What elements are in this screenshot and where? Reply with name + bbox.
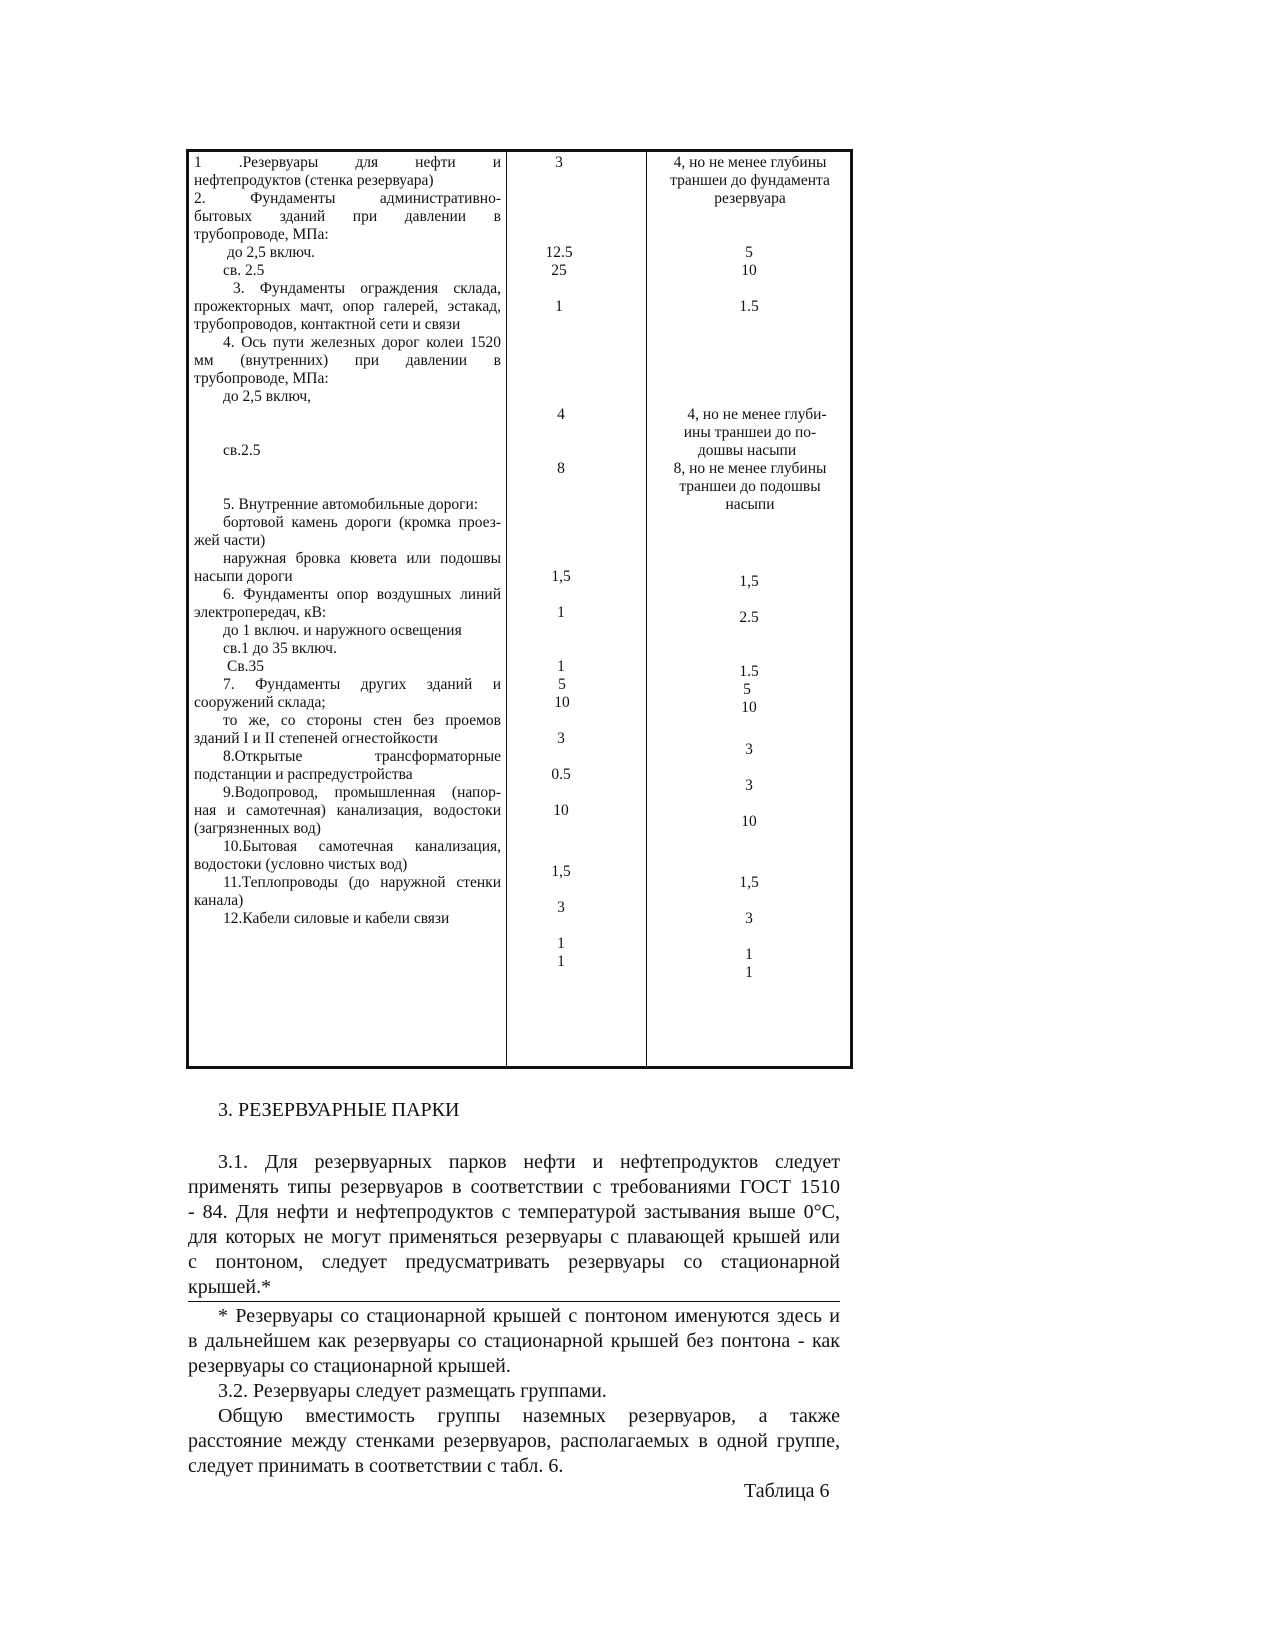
table-cell: подстанции и распредустройства (194, 766, 413, 783)
paragraph-line: применять типы резервуаров в соответствии с требованиями ГОСТ 1510 (188, 1176, 840, 1198)
footnote-line: * Резервуары со стационарной крышей с понтоном именуются здесь и (218, 1305, 840, 1327)
table-cell: 4 (557, 406, 565, 423)
table-cell: трубопроводе, МПа: (194, 226, 329, 243)
paragraph-line: для которых не могут применяться резервуары с плавающей крышей или (188, 1226, 840, 1248)
table-cell: ная и самотечная) канализация, водостоки (194, 802, 501, 819)
table-cell: 3 (745, 741, 753, 758)
table-cell: 1 (557, 658, 565, 675)
table-cell: 4, но не менее глуби- (687, 406, 827, 423)
table-cell: наружная бровка кювета или подошвы (223, 550, 501, 567)
table-cell: водостоки (условно чистых вод) (194, 856, 408, 873)
table-cell: 10 (741, 262, 757, 279)
table-cell: 3. Фундаменты ограждения склада, (233, 280, 501, 297)
paragraph-line: - 84. Для нефти и нефтепродуктов с температурой застывания выше 0°С, (188, 1201, 840, 1223)
table-cell: дошвы насыпи (697, 442, 797, 459)
table-cell: св.2.5 (223, 442, 261, 459)
table-cell: 8, но не менее глубины (673, 460, 827, 477)
table-cell: до 2,5 включ. (227, 244, 316, 261)
table-cell: 1 (557, 953, 565, 970)
paragraph-line: крышей.* (188, 1276, 272, 1298)
table-cell: 8.Открытые трансформаторные (223, 748, 501, 765)
table-cell: 3 (745, 777, 753, 794)
paragraph-line: с понтоном, следует предусматривать резервуары со стационарной (188, 1251, 840, 1273)
table-cell: св. 2.5 (223, 262, 265, 279)
table-cell: то же, со стороны стен без проемов (223, 712, 501, 729)
table-cell: св.1 до 35 включ. (223, 640, 337, 657)
table-cell: 3 (557, 730, 565, 747)
table-cell: 1 (557, 604, 565, 621)
table-cell: 2.5 (739, 609, 759, 626)
table-cell: 2. Фундаменты административно- (194, 190, 501, 207)
table-cell: (загрязненных вод) (194, 820, 321, 837)
table-cell: 12.Кабели силовые и кабели связи (223, 910, 450, 927)
table-cell: 3 (557, 899, 565, 916)
table-cell: трубопроводе, МПа: (194, 370, 329, 387)
table-cell: 7. Фундаменты других зданий и (223, 676, 501, 693)
table-cell: ины траншеи до по- (683, 424, 817, 441)
table-cell: 5 (558, 676, 566, 693)
table-cell: траншеи до фундамента (670, 172, 830, 189)
table-cell: нефтепродуктов (стенка резервуара) (194, 172, 434, 189)
distance-table (186, 149, 853, 1069)
paragraph-3-2: 3.2. Резервуары следует размещать группами. (218, 1380, 607, 1402)
table-cell: 12.5 (545, 244, 573, 261)
table-cell: Св.35 (227, 658, 265, 675)
table-cell: до 2,5 включ, (223, 388, 312, 405)
paragraph-line: Общую вместимость группы наземных резервуаров, а также (218, 1405, 840, 1427)
table-cell: 1.5 (739, 298, 759, 315)
table-cell: канала) (194, 892, 244, 909)
table-cell: насыпи дороги (194, 568, 293, 585)
table-cell: 1 (557, 935, 565, 952)
table-cell: 10 (741, 699, 757, 716)
table-cell: 6. Фундаменты опор воздушных линий (223, 586, 501, 603)
table-cell: 0.5 (551, 766, 571, 783)
column-divider (646, 152, 647, 1066)
table-cell: 9.Водопровод, промышленная (напор- (223, 784, 501, 801)
table-cell: прожекторных мачт, опор галерей, эстакад, (194, 298, 501, 315)
footnote-line: в дальнейшем как резервуары со стационарной крышей без понтона - как (188, 1330, 840, 1352)
table-cell: трубопроводов, контактной сети и связи (194, 316, 461, 333)
paragraph-line: 3.1. Для резервуарных парков нефти и нефтепродуктов следует (218, 1151, 840, 1173)
table-cell: 1,5 (739, 573, 759, 590)
table-cell: мм (внутренних) при давлении в (194, 352, 501, 369)
table-cell: бортовой камень дороги (кромка проез- (223, 514, 501, 531)
table-cell: 3 (745, 910, 753, 927)
footnote-line: резервуары со стационарной крышей. (188, 1355, 511, 1377)
table-cell: 5. Внутренние автомобильные дороги: (223, 496, 479, 513)
table-cell: 1,5 (739, 874, 759, 891)
column-divider (506, 152, 507, 1066)
table-cell: 3 (555, 154, 563, 171)
footnote-separator (188, 1301, 840, 1302)
paragraph-line: расстояние между стенками резервуаров, располагаемых в одной группе, (188, 1430, 840, 1452)
paragraph-line: следует принимать в соответствии с табл. 6. (188, 1455, 564, 1477)
table-cell: 10 (553, 802, 569, 819)
table-cell: 1 .Резервуары для нефти и (194, 154, 501, 171)
table-caption: Таблица 6 (744, 1480, 830, 1502)
table-cell: 4, но не менее глубины (673, 154, 827, 171)
table-cell: 1 (745, 964, 753, 981)
table-cell: 4. Ось пути железных дорог колеи 1520 (223, 334, 501, 351)
table-cell: 25 (551, 262, 567, 279)
table-cell: 1.5 (739, 663, 759, 680)
table-cell: 10.Бытовая самотечная канализация, (223, 838, 501, 855)
table-cell: жей части) (194, 532, 266, 549)
table-cell: 5 (745, 244, 753, 261)
table-cell: до 1 включ. и наружного освещения (223, 622, 462, 639)
table-cell: траншеи до подошвы (679, 478, 821, 495)
table-cell: 1,5 (551, 863, 571, 880)
table-cell: электропередач, кВ: (194, 604, 327, 621)
table-cell: 8 (557, 460, 565, 477)
table-cell: 10 (741, 813, 757, 830)
table-cell: сооружений склада; (194, 694, 326, 711)
table-cell: 1,5 (551, 568, 571, 585)
table-cell: резервуара (714, 190, 786, 207)
table-cell: 10 (554, 694, 570, 711)
table-cell: 11.Теплопроводы (до наружной стенки (223, 874, 501, 891)
table-cell: бытовых зданий при давлении в (194, 208, 501, 225)
table-cell: 5 (743, 681, 751, 698)
section-title: 3. РЕЗЕРВУАРНЫЕ ПАРКИ (218, 1099, 460, 1121)
table-cell: 1 (745, 946, 753, 963)
table-cell: насыпи (725, 496, 775, 513)
table-cell: зданий I и II степеней огнестойкости (194, 730, 438, 747)
table-cell: 1 (555, 298, 563, 315)
